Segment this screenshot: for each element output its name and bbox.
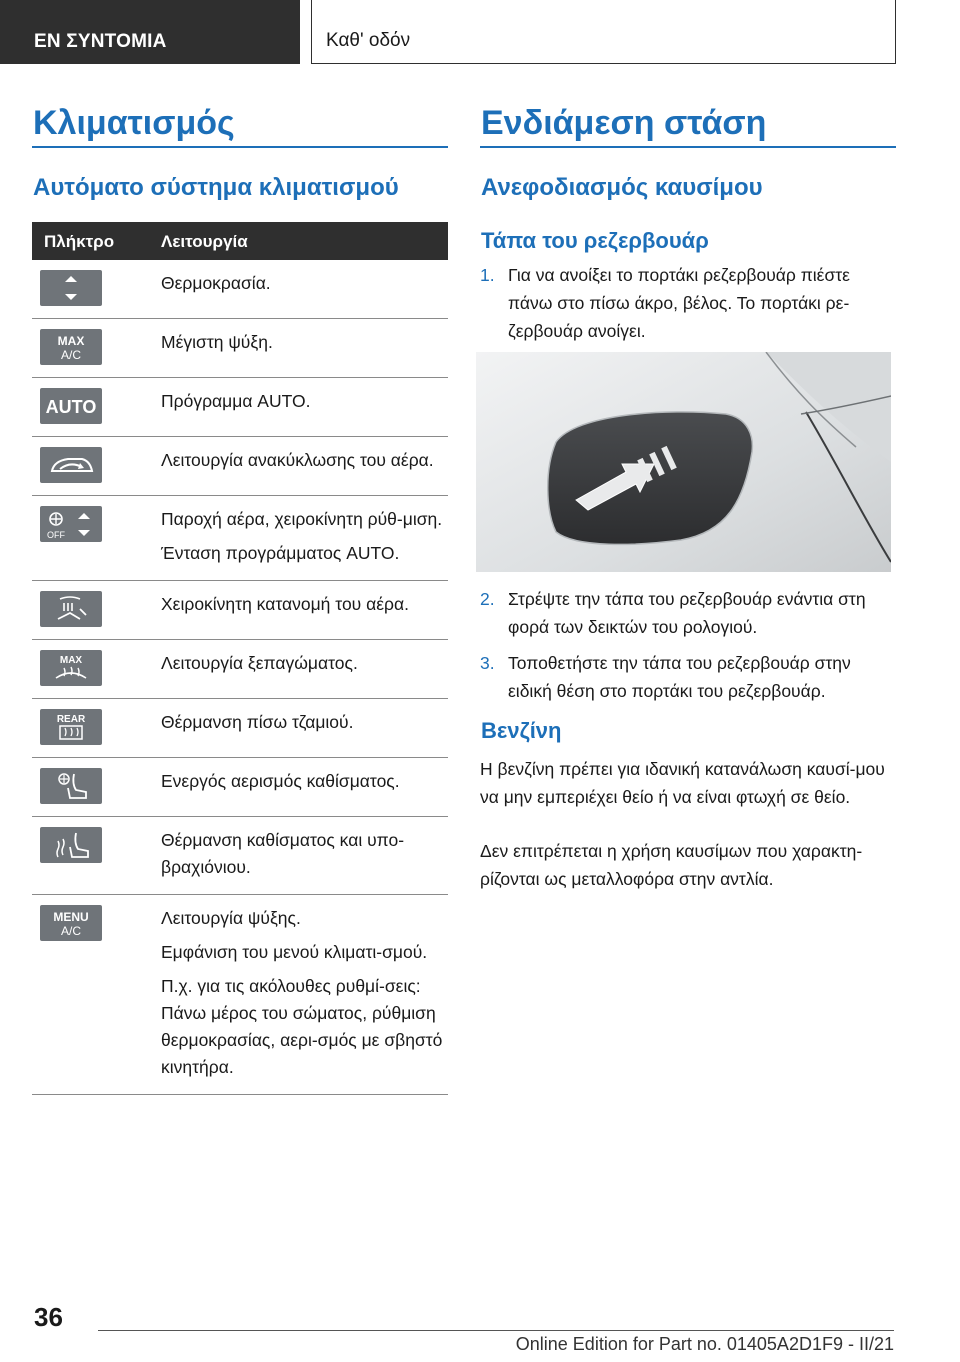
table-row	[32, 260, 448, 319]
table-header-key: Πλήκτρο	[44, 232, 115, 251]
petrol-paragraph-2: Δεν επιτρέπεται η χρήση καυσίμων που χαρακτη-ρίζονται ως μεταλλοφόρα στην αντλία.	[480, 841, 863, 889]
petrol-paragraph-1: Η βενζίνη πρέπει για ιδανική κατανάλωση καυσί-μου να μην εμπεριέχει θείο ή να είναι φτωχή σε θείο.	[480, 759, 885, 807]
footer-rule	[98, 1330, 894, 1331]
controls-table	[32, 222, 448, 1095]
left-subtitle: Αυτόματο σύστημα κλιματισμού	[33, 174, 399, 201]
svg-text:REAR: REAR	[56, 714, 86, 725]
temperature-up-down-icon[interactable]	[40, 270, 102, 306]
fan-off-up-down-icon[interactable]	[40, 506, 102, 542]
function-text: Λειτουργία ανακύκλωσης του αέρα.	[161, 450, 434, 470]
function-cell	[161, 827, 447, 888]
step-item	[480, 649, 896, 705]
table-row	[32, 817, 448, 895]
function-cell	[161, 709, 447, 743]
function-cell	[161, 905, 447, 1088]
table-row	[32, 437, 448, 496]
function-text: Λειτουργία ξεπαγώματος.	[161, 653, 358, 673]
function-text: Χειροκίνητη κατανομή του αέρα.	[161, 594, 409, 614]
auto-icon[interactable]	[40, 388, 102, 424]
function-cell	[161, 591, 447, 625]
step-text: Τοποθετήστε την τάπα του ρεζερβουάρ στην ειδική θέση στο πορτάκι του ρεζερβουάρ.	[508, 653, 851, 701]
air-distribution-icon[interactable]	[40, 591, 102, 627]
svg-text:MENU: MENU	[53, 910, 89, 924]
header-section-tab[interactable]	[0, 0, 300, 64]
function-cell	[161, 388, 447, 422]
left-title-rule	[32, 146, 448, 148]
table-row	[32, 699, 448, 758]
table-row	[32, 496, 448, 581]
right-title-rule	[480, 146, 896, 148]
function-text: Εμφάνιση του μενού κλιματι-σμού.	[161, 942, 428, 962]
table-row	[32, 319, 448, 378]
function-text: Θερμοκρασία.	[161, 273, 271, 293]
step-item	[480, 261, 896, 345]
step-number: 1.	[480, 265, 495, 285]
steps-list-a	[480, 261, 896, 353]
step-number: 3.	[480, 653, 495, 673]
steps-list-b	[480, 585, 896, 713]
table-row	[32, 378, 448, 437]
fuel-cap-heading: Τάπα του ρεζερβουάρ	[481, 228, 709, 253]
step-text: Στρέψτε την τάπα του ρεζερβουάρ ενάντια στη φορά των δεικτών του ρολογιού.	[508, 589, 866, 637]
function-text: Π.χ. για τις ακόλουθες ρυθμί-σεις: Πάνω μέρος του σώματος, ρύθμιση θερμοκρασίας, αερι-σμός με σβηστό κινητήρα.	[161, 976, 443, 1077]
right-subtitle: Ανεφοδιασμός καυσίμου	[481, 174, 763, 201]
seat-ventilation-icon[interactable]	[40, 768, 102, 804]
svg-text:MAX: MAX	[57, 334, 85, 348]
function-cell	[161, 506, 447, 574]
function-text: Ενεργός αερισμός καθίσματος.	[161, 771, 400, 791]
page-number: 36	[34, 1302, 63, 1332]
function-text: Ένταση προγράμματος AUTO.	[161, 543, 400, 563]
function-text: Θέρμανση καθίσματος και υπο-βραχιόνιου.	[161, 830, 405, 877]
table-header-function: Λειτουργία	[161, 232, 248, 251]
step-text: Για να ανοίξει το πορτάκι ρεζερβουάρ πιέστε πάνω στο πίσω άκρο, βέλος. Το πορτάκι ρε-ζερβουάρ ανοίγει.	[508, 265, 850, 341]
max-defrost-icon[interactable]	[40, 650, 102, 686]
function-text: Πρόγραμμα AUTO.	[161, 391, 311, 411]
step-item	[480, 585, 896, 641]
table-row	[32, 758, 448, 817]
header-section-label: ΕΝ ΣΥΝΤΟΜΙΑ	[34, 31, 167, 52]
fuel-door-photo	[476, 352, 891, 572]
function-text: Μέγιστη ψύξη.	[161, 332, 273, 352]
function-text: Λειτουργία ψύξης.	[161, 908, 301, 928]
footer-edition: Online Edition for Part no. 01405A2D1F9 - II/21	[515, 1334, 894, 1354]
function-cell	[161, 650, 447, 684]
svg-text:MAX: MAX	[59, 655, 83, 666]
svg-text:A/C: A/C	[60, 348, 82, 362]
menu-ac-icon[interactable]	[40, 905, 102, 941]
step-number: 2.	[480, 589, 495, 609]
function-text: Θέρμανση πίσω τζαμιού.	[161, 712, 354, 732]
table-row	[32, 640, 448, 699]
function-text: Παροχή αέρα, χειροκίνητη ρύθ-μιση.	[161, 509, 443, 529]
max-ac-icon[interactable]	[40, 329, 102, 365]
function-cell	[161, 768, 447, 802]
function-cell	[161, 447, 447, 481]
left-title: Κλιματισμός	[33, 104, 235, 142]
header-chapter-label: Καθ' οδόν	[326, 30, 411, 51]
table-row	[32, 895, 448, 1095]
function-cell	[161, 270, 447, 304]
recirculation-icon[interactable]	[40, 447, 102, 483]
header-chapter-tab[interactable]	[311, 0, 896, 64]
svg-text:A/C: A/C	[60, 924, 82, 938]
rear-defrost-icon[interactable]	[40, 709, 102, 745]
svg-text:AUTO: AUTO	[45, 397, 97, 417]
function-cell	[161, 329, 447, 363]
seat-heating-icon[interactable]	[40, 827, 102, 863]
table-header	[32, 222, 448, 260]
right-title: Ενδιάμεση στάση	[481, 104, 767, 142]
petrol-heading: Βενζίνη	[481, 718, 562, 743]
table-row	[32, 581, 448, 640]
svg-text:OFF: OFF	[47, 530, 65, 540]
